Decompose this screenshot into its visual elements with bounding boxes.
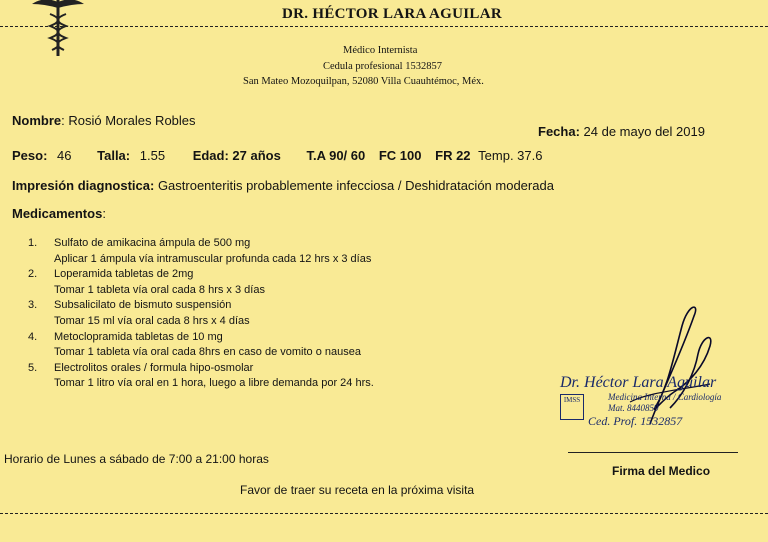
doctor-address: San Mateo Mozoquilpan, 52080 Villa Cuauhtémoc, Méx. <box>243 76 484 87</box>
medications-title: Medicamentos: <box>12 206 106 221</box>
medication-instructions: Tomar 1 litro vía oral en 1 hora, luego a libre demanda por 24 hrs. <box>54 377 374 390</box>
patient-name-label: Nombre <box>12 113 62 128</box>
medication-item: 3. Subsalicilato de bismuto suspensión Tomar 15 ml vía oral cada 8 hrs x 4 días <box>28 298 374 329</box>
date-value: 24 de mayo del 2019 <box>583 124 705 139</box>
caduceus-icon <box>30 0 86 56</box>
height-value: 1.55 <box>139 148 166 163</box>
medication-name: Metoclopramida tabletas de 10 mg <box>54 330 223 343</box>
medication-item: 4. Metoclopramida tabletas de 10 mg Tomar 1 tableta vía oral cada 8hrs en caso de vomito o nausea <box>28 330 374 361</box>
stamp-specialty: Medicina Interna / Cardiología <box>608 392 722 402</box>
medication-item: 5. Electrolitos orales / formula hipo-osmolar Tomar 1 litro vía oral en 1 hora, luego a libre demanda por 24 hrs. <box>28 361 374 392</box>
bring-prescription-note: Favor de traer su receta en la próxima visita <box>240 483 475 497</box>
age-label: Edad: 27 años <box>192 148 281 163</box>
diagnosis-value: Gastroenteritis probablemente infecciosa / Deshidratación moderada <box>157 178 554 193</box>
temperature: Temp. 37.6 <box>478 148 543 163</box>
signature-label: Firma del Medico <box>612 464 711 478</box>
imss-logo-icon: IMSS <box>560 394 584 420</box>
stamp-matricula: Mat. 8440859 <box>608 403 659 413</box>
patient-name-value: Rosió Morales Robles <box>68 113 196 128</box>
vitals-row <box>12 148 542 163</box>
doctor-stamp <box>560 374 721 429</box>
heart-rate: FC 100 <box>378 148 422 163</box>
medication-name: Loperamida tabletas de 2mg <box>54 268 194 281</box>
date-row <box>538 124 705 139</box>
doctor-cedula: Cedula profesional 1532857 <box>323 61 442 72</box>
medication-name: Electrolitos orales / formula hipo-osmolar <box>54 361 254 374</box>
doctor-name: DR. HÉCTOR LARA AGUILAR <box>282 6 502 22</box>
medication-instructions: Aplicar 1 ámpula vía intramuscular profunda cada 12 hrs x 3 días <box>54 252 372 265</box>
date-label: Fecha: <box>538 124 580 139</box>
medication-name: Sulfato de amikacina ámpula de 500 mg <box>54 237 251 249</box>
patient-name-row: Nombre: Rosió Morales Robles <box>12 113 196 128</box>
stamp-name: Dr. Héctor Lara Aguilar <box>560 374 717 391</box>
footer-divider <box>0 513 768 514</box>
weight-value: 46 <box>57 148 72 163</box>
medication-instructions: Tomar 1 tableta vía oral cada 8 hrs x 3 días <box>54 283 265 296</box>
respiratory-rate: FR 22 <box>435 148 471 163</box>
blood-pressure: T.A 90/ 60 <box>306 148 366 163</box>
medication-instructions: Tomar 1 tableta vía oral cada 8hrs en caso de vomito o nausea <box>54 346 361 359</box>
medication-list <box>28 236 374 392</box>
diagnosis-label: Impresión diagnostica: <box>12 178 155 193</box>
medication-item: 2. Loperamida tabletas de 2mg Tomar 1 tableta vía oral cada 8 hrs x 3 días <box>28 267 374 298</box>
medication-instructions: Tomar 15 ml vía oral cada 8 hrs x 4 días <box>54 314 250 327</box>
diagnosis-row <box>12 178 554 193</box>
office-hours: Horario de Lunes a sábado de 7:00 a 21:00 horas <box>4 452 269 466</box>
height-label: Talla: <box>97 148 131 163</box>
signature-line <box>568 452 738 453</box>
weight-label: Peso: <box>12 148 48 163</box>
medication-item: 1. Sulfato de amikacina ámpula de 500 mg Aplicar 1 ámpula vía intramuscular profunda cada 12 hrs x 3 días <box>28 236 374 267</box>
medication-name: Subsalicilato de bismuto suspensión <box>54 299 232 312</box>
stamp-cedula: Ced. Prof. 1532857 <box>588 414 683 428</box>
header-divider <box>0 26 768 27</box>
doctor-specialty: Médico Internista <box>343 45 418 56</box>
